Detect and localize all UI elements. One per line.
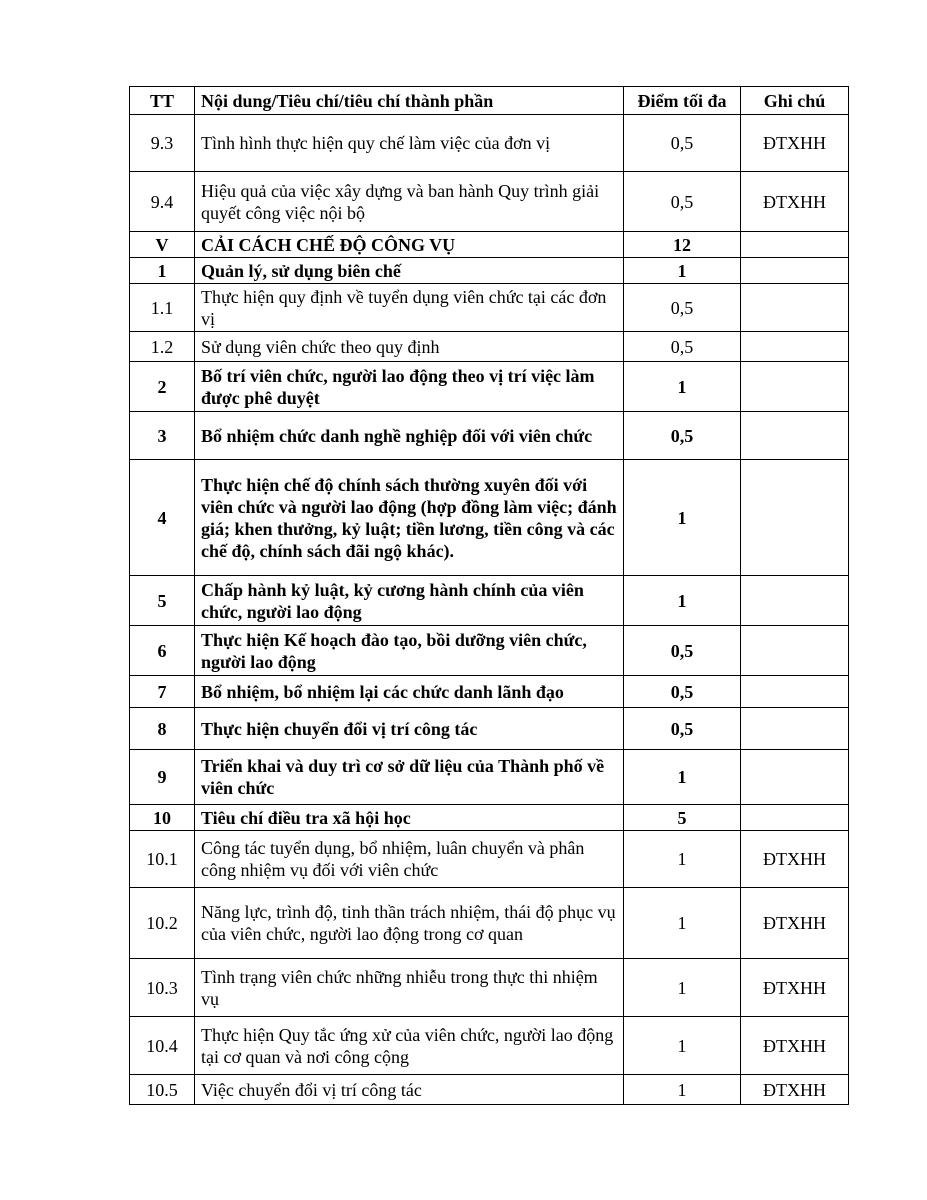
row-number: 10 (130, 805, 195, 831)
table-row (130, 576, 849, 626)
row-score: 1 (624, 959, 741, 1017)
table-row (130, 332, 849, 362)
header-row (130, 87, 849, 115)
row-content: Thực hiện Kế hoạch đào tạo, bồi dưỡng viên chức, người lao động (195, 626, 624, 676)
row-note: ĐTXHH (741, 172, 849, 232)
row-number: 4 (130, 460, 195, 576)
row-note (741, 576, 849, 626)
table-row (130, 115, 849, 172)
row-note (741, 750, 849, 805)
row-content: Hiệu quả của việc xây dựng và ban hành Quy trình giải quyết công việc nội bộ (195, 172, 624, 232)
row-note: ĐTXHH (741, 831, 849, 888)
row-note (741, 284, 849, 332)
row-number: 10.1 (130, 831, 195, 888)
row-note: ĐTXHH (741, 1017, 849, 1075)
row-number: 9.4 (130, 172, 195, 232)
row-content: Triển khai và duy trì cơ sở dữ liệu của Thành phố về viên chức (195, 750, 624, 805)
table-row (130, 412, 849, 460)
row-note (741, 460, 849, 576)
table-row (130, 708, 849, 750)
row-score: 0,5 (624, 115, 741, 172)
row-number: 9 (130, 750, 195, 805)
header-score: Điểm tối đa (624, 87, 741, 115)
row-score: 1 (624, 576, 741, 626)
row-number: 9.3 (130, 115, 195, 172)
row-score: 1 (624, 1075, 741, 1105)
table-row (130, 362, 849, 412)
row-score: 0,5 (624, 412, 741, 460)
row-note (741, 412, 849, 460)
table-row (130, 284, 849, 332)
row-score: 0,5 (624, 284, 741, 332)
row-note (741, 805, 849, 831)
row-number: 3 (130, 412, 195, 460)
row-score: 1 (624, 258, 741, 284)
row-number: 10.4 (130, 1017, 195, 1075)
row-content: Việc chuyển đổi vị trí công tác (195, 1075, 624, 1105)
table-row (130, 460, 849, 576)
row-score: 12 (624, 232, 741, 258)
row-content: Sử dụng viên chức theo quy định (195, 332, 624, 362)
row-number: 1 (130, 258, 195, 284)
row-number: 10.2 (130, 888, 195, 959)
row-number: 10.3 (130, 959, 195, 1017)
row-number: V (130, 232, 195, 258)
row-content: Quản lý, sử dụng biên chế (195, 258, 624, 284)
row-note (741, 676, 849, 708)
row-note (741, 708, 849, 750)
row-content: Tiêu chí điều tra xã hội học (195, 805, 624, 831)
row-note (741, 332, 849, 362)
table-row (130, 626, 849, 676)
row-score: 5 (624, 805, 741, 831)
table-row (130, 1017, 849, 1075)
row-content: Tình trạng viên chức những nhiễu trong thực thi nhiệm vụ (195, 959, 624, 1017)
row-number: 5 (130, 576, 195, 626)
row-score: 1 (624, 831, 741, 888)
row-note: ĐTXHH (741, 1075, 849, 1105)
row-score: 1 (624, 460, 741, 576)
row-note: ĐTXHH (741, 115, 849, 172)
table-row (130, 888, 849, 959)
row-number: 8 (130, 708, 195, 750)
row-note: ĐTXHH (741, 959, 849, 1017)
table-row (130, 831, 849, 888)
table-row (130, 258, 849, 284)
row-content: Công tác tuyển dụng, bổ nhiệm, luân chuyển và phân công nhiệm vụ đối với viên chức (195, 831, 624, 888)
criteria-table (129, 86, 849, 1105)
row-content: Thực hiện chuyển đổi vị trí công tác (195, 708, 624, 750)
row-number: 10.5 (130, 1075, 195, 1105)
row-note (741, 626, 849, 676)
row-score: 0,5 (624, 172, 741, 232)
row-score: 1 (624, 362, 741, 412)
row-number: 2 (130, 362, 195, 412)
row-content: Bổ nhiệm, bổ nhiệm lại các chức danh lãnh đạo (195, 676, 624, 708)
row-score: 1 (624, 1017, 741, 1075)
row-number: 1.2 (130, 332, 195, 362)
row-content: Chấp hành kỷ luật, kỷ cương hành chính của viên chức, người lao động (195, 576, 624, 626)
table-row (130, 805, 849, 831)
row-score: 1 (624, 750, 741, 805)
row-note (741, 362, 849, 412)
row-note (741, 232, 849, 258)
row-score: 0,5 (624, 676, 741, 708)
row-content: Bổ nhiệm chức danh nghề nghiệp đối với viên chức (195, 412, 624, 460)
row-content: Bố trí viên chức, người lao động theo vị trí việc làm được phê duyệt (195, 362, 624, 412)
row-number: 7 (130, 676, 195, 708)
row-score: 1 (624, 888, 741, 959)
row-note (741, 258, 849, 284)
table-row (130, 232, 849, 258)
row-score: 0,5 (624, 332, 741, 362)
row-score: 0,5 (624, 626, 741, 676)
row-number: 1.1 (130, 284, 195, 332)
row-content: Thực hiện chế độ chính sách thường xuyên đối với viên chức và người lao động (hợp đồng làm việc; đánh giá; khen thưởng, kỷ luật; tiền lương, tiền công và các chế độ, chính sách đãi ngộ khác). (195, 460, 624, 576)
row-content: Thực hiện quy định về tuyển dụng viên chức tại các đơn vị (195, 284, 624, 332)
row-number: 6 (130, 626, 195, 676)
row-content: CẢI CÁCH CHẾ ĐỘ CÔNG VỤ (195, 232, 624, 258)
table-row (130, 1075, 849, 1105)
table-row (130, 172, 849, 232)
row-score: 0,5 (624, 708, 741, 750)
table-row (130, 676, 849, 708)
header-tt: TT (130, 87, 195, 115)
table-row (130, 959, 849, 1017)
row-content: Tình hình thực hiện quy chế làm việc của đơn vị (195, 115, 624, 172)
row-note: ĐTXHH (741, 888, 849, 959)
row-content: Năng lực, trình độ, tinh thần trách nhiệm, thái độ phục vụ của viên chức, người lao động trong cơ quan (195, 888, 624, 959)
header-note: Ghi chú (741, 87, 849, 115)
header-content: Nội dung/Tiêu chí/tiêu chí thành phần (195, 87, 624, 115)
row-content: Thực hiện Quy tắc ứng xử của viên chức, người lao động tại cơ quan và nơi công cộng (195, 1017, 624, 1075)
table-row (130, 750, 849, 805)
